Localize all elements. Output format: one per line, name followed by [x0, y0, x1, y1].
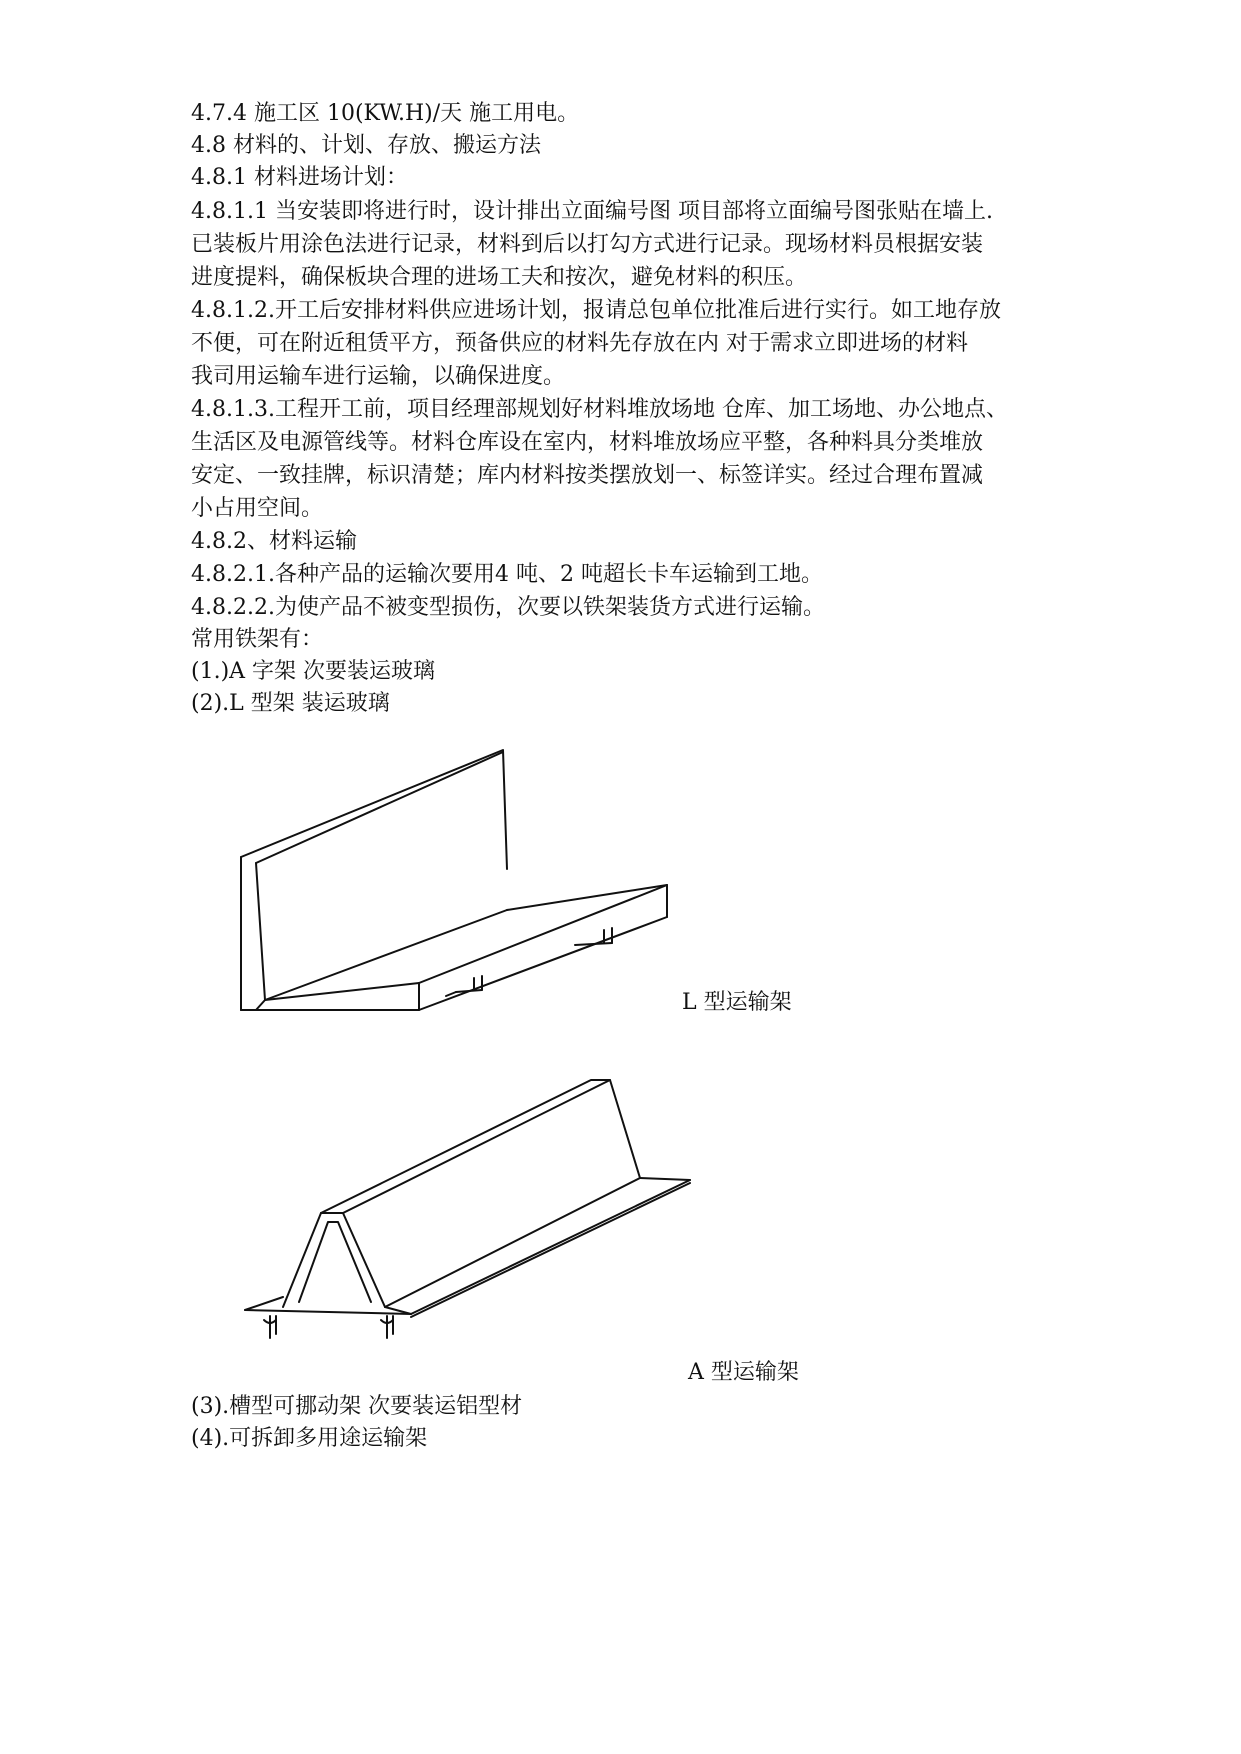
paragraph-line: 安定、一致挂牌，标识清楚；库内材料按类摆放划一、标签详实。经过合理布置减	[191, 463, 984, 488]
paragraph-line: 4.8.2.1.各种产品的运输次要用4 吨、2 吨超长卡车运输到工地。	[191, 562, 823, 587]
section-heading: 4.8.1 材料进场计划：	[191, 165, 408, 190]
list-item: (3).槽型可挪动架 次要装运铝型材	[191, 1394, 523, 1419]
paragraph-line: 常用铁架有：	[191, 627, 324, 652]
paragraph-line: 4.8.1.2.开工后安排材料供应进场计划，报请总包单位批准后进行实行。如工地存放	[191, 298, 1001, 323]
list-item: (4).可拆卸多用途运输架	[191, 1426, 428, 1451]
paragraph-line: 4.8.2.2.为使产品不被变型损伤，次要以铁架装货方式进行运输。	[191, 595, 825, 620]
paragraph-line: 已装板片用涂色法进行记录，材料到后以打勾方式进行记录。现场材料员根据安装	[191, 232, 984, 257]
l-frame-caption: L 型运输架	[682, 990, 792, 1015]
list-item: (2).L 型架 装运玻璃	[191, 691, 390, 716]
paragraph-line: 生活区及电源管线等。材料仓库设在室内，材料堆放场应平整，各种料具分类堆放	[191, 430, 984, 455]
paragraph-line: 4.7.4 施工区 10(KW.H)/天 施工用电。	[191, 101, 580, 126]
paragraph-line: 我司用运输车进行运输，以确保进度。	[191, 364, 566, 389]
paragraph-line: 不便，可在附近租赁平方，预备供应的材料先存放在内 对于需求立即进场的材料	[191, 331, 968, 356]
list-item: (1.)A 字架 次要装运玻璃	[191, 659, 436, 684]
section-heading: 4.8 材料的、计划、存放、搬运方法	[191, 133, 541, 158]
paragraph-line: 进度提料，确保板块合理的进场工夫和按次，避免材料的积压。	[191, 265, 808, 290]
paragraph-line: 4.8.1.3.工程开工前，项目经理部规划好材料堆放场地 仓库、加工场地、办公地点、	[191, 397, 1008, 422]
a-frame-caption: A 型运输架	[688, 1360, 799, 1385]
paragraph-line: 4.8.1.1 当安装即将进行时，设计排出立面编号图 项目部将立面编号图张贴在墙上.	[191, 199, 993, 224]
section-heading: 4.8.2、材料运输	[191, 529, 357, 554]
paragraph-line: 小占用空间。	[191, 496, 324, 521]
